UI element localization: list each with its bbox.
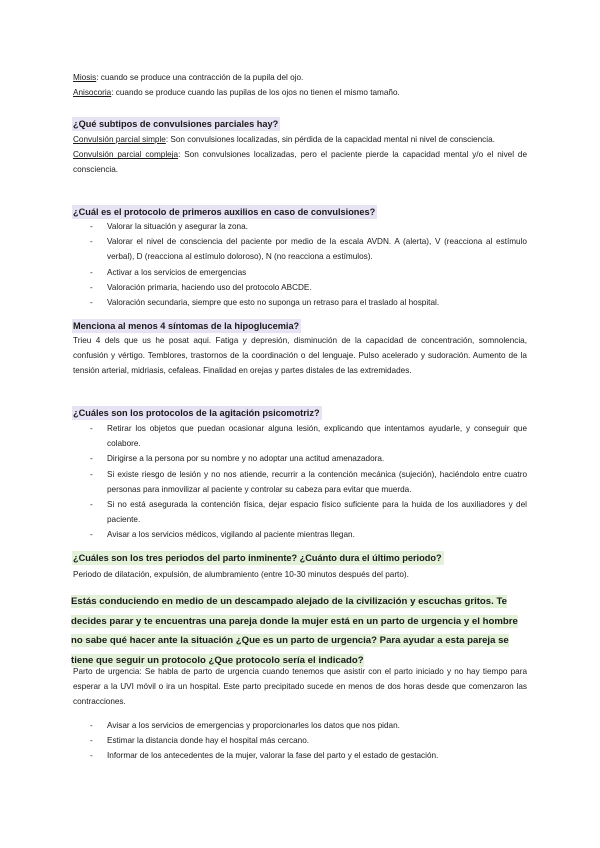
- question-heading: Menciona al menos 4 síntomas de la hipoglucemia?: [73, 321, 300, 331]
- answer-term: Convulsión parcial simple: [73, 135, 166, 144]
- list-item-text: Valorar el nivel de consciencia del paciente por medio de la escala AVDN. A (alerta), V (reacciona al estímulo verbal), D (reacciona al estímulo doloroso), N (no reacciona a estímulos).: [107, 237, 527, 262]
- list-item-text: Retirar los objetos que puedan ocasionar alguna lesión, explicando que intentamos ayudarle, y conseguir que colabore.: [107, 424, 527, 449]
- answer-block: [73, 132, 527, 178]
- list-item: - Informar de los antecedentes de la mujer, valorar la fase del parto y el estado de gestación.: [90, 751, 439, 761]
- definition-term: Miosis: [73, 73, 97, 82]
- list-item-text: Valoración secundaria, siempre que esto no suponga un retraso para el traslado al hospital.: [107, 298, 440, 308]
- list-item: - Retirar los objetos que puedan ocasionar alguna lesión, explicando que intentamos ayudarle, y conseguir que colabore.: [90, 424, 527, 449]
- list-item-text: Dirigirse a la persona por su nombre y no adoptar una actitud amenazadora.: [107, 454, 385, 464]
- list-item: - Avisar a los servicios médicos, vigilando al paciente mientras llegan.: [90, 530, 355, 540]
- list-item: - Valoración secundaria, siempre que esto no suponga un retraso para el traslado al hospital.: [90, 298, 440, 308]
- answer-text: Periodo de dilatación, expulsión, de alumbramiento (entre 10-30 minutos después del parto).: [73, 570, 409, 579]
- list-item-text: Informar de los antecedentes de la mujer, valorar la fase del parto y el estado de gestación.: [107, 751, 439, 761]
- definition-anisocoria: [73, 85, 527, 100]
- definitions: [73, 70, 527, 100]
- question-heading: ¿Cuáles son los tres periodos del parto inminente? ¿Cuánto dura el último periodo?: [73, 553, 442, 563]
- list-item: - Avisar a los servicios de emergencias y proporcionarles los datos que nos pidan.: [90, 721, 400, 730]
- answer-text: Trieu 4 dels que us he posat aqui. Fatiga y depresión, disminución de la capacidad de concentración, somnolencia, confusión y vértigo. Temblores, trastornos de la coordinación o del lenguaje. Pulso acelerado y sudoración. Aumento de la tensión arterial, midriasis, cefaleas. Finalidad en orejas y partes distales de las extremidades.: [73, 336, 527, 376]
- list-item-text: Valorar la situación y asegurar la zona.: [107, 222, 248, 231]
- answer-text: : Son convulsiones localizadas, pero el paciente pierde la capacidad mental y/o el nivel de consciencia.: [73, 150, 527, 175]
- answer-term: Convulsión parcial compleja: [73, 150, 179, 160]
- list-item-text: Activar a los servicios de emergencias: [107, 267, 247, 277]
- definition-miosis: [73, 70, 527, 85]
- definition-text: : cuando se produce una contracción de la pupila del ojo.: [96, 73, 304, 82]
- list-item: - Valorar el nivel de consciencia del paciente por medio de la escala AVDN. A (alerta), V (reacciona al estímulo verbal), D (reacciona al estímulo doloroso), N (no reacciona a estímulos).: [90, 237, 527, 262]
- bullet-list: [73, 718, 527, 764]
- bullet-list: [73, 421, 527, 543]
- answer-text: Parto de urgencia: Se habla de parto de urgencia cuando tenemos que asistir con el parto iniciado y no hay tiempo para esperar a la UVI móvil o ira un hospital. Este parto precipitado sucede en menos de dos horas desde que comenzaron las contracciones.: [73, 667, 527, 707]
- definition-text: : cuando se produce cuando las pupilas de los ojos no tienen el mismo tamaño.: [111, 88, 400, 98]
- question-heading: ¿Cuáles son los protocolos de la agitación psicomotriz?: [73, 408, 320, 418]
- bullet-list: [73, 219, 527, 310]
- list-item: - Si no está asegurada la contención física, dejar espacio físico suficiente para la huida de los auxiliadores y del paciente.: [90, 500, 527, 525]
- list-item-text: Estimar la distancia donde hay el hospital más cercano.: [107, 736, 310, 746]
- answer-item: [73, 147, 527, 177]
- answer-block: [73, 421, 527, 543]
- scenario-question-text: Estás conduciendo en medio de un descampado alejado de la civilización y escuchas gritos. Te decides parar y te encuentras una pareja donde la mujer está en un parto de urgencia y el hombre no sabe qué hacer ante la situación ¿Que es un parto de urgencia? Para ayudar a esta pareja se tiene que seguir un protocolo ¿Que protocolo sería el indicado?: [71, 596, 518, 666]
- answer-block: [73, 219, 527, 310]
- list-item: - Valoración primaria, haciendo uso del protocolo ABCDE.: [90, 282, 312, 292]
- list-item: - Si existe riesgo de lesión y no nos atiende, recurrir a la contención mecánica (sujeción), haciéndolo entre cuatro personas para inmovilizar al paciente y controlar su cabeza para evitar que muerda.: [90, 469, 527, 494]
- list-item: - Estimar la distancia donde hay el hospital más cercano.: [90, 736, 310, 746]
- list-item-text: Si no está asegurada la contención física, dejar espacio físico suficiente para la huida de los auxiliadores y del paciente.: [107, 500, 527, 525]
- list-item: - Dirigirse a la persona por su nombre y no adoptar una actitud amenazadora.: [90, 454, 385, 464]
- list-item-text: Avisar a los servicios de emergencias y proporcionarles los datos que nos pidan.: [107, 721, 400, 730]
- answer-text: : Son convulsiones localizadas, sin pérdida de la capacidad mental ni nivel de consciencia.: [165, 135, 495, 144]
- answer-item: [73, 132, 527, 147]
- list-item-text: Avisar a los servicios médicos, vigilando al paciente mientras llegan.: [107, 530, 355, 540]
- list-item: - Activar a los servicios de emergencias: [90, 267, 247, 277]
- definition-term: Anisocoria: [73, 88, 112, 98]
- answer-block: [73, 718, 527, 764]
- list-item-text: Valoración primaria, haciendo uso del protocolo ABCDE.: [107, 282, 312, 292]
- list-item-text: Si existe riesgo de lesión y no nos atiende, recurrir a la contención mecánica (sujeción), haciéndolo entre cuatro personas para inmovilizar al paciente y controlar su cabeza para evitar que muerda.: [107, 469, 527, 494]
- question-heading: ¿Cuál es el protocolo de primeros auxilios en caso de convulsiones?: [73, 207, 376, 217]
- scenario-question: [71, 592, 529, 670]
- list-item: - Valorar la situación y asegurar la zona.: [90, 222, 248, 231]
- question-heading: ¿Qué subtipos de convulsiones parciales hay?: [73, 119, 279, 129]
